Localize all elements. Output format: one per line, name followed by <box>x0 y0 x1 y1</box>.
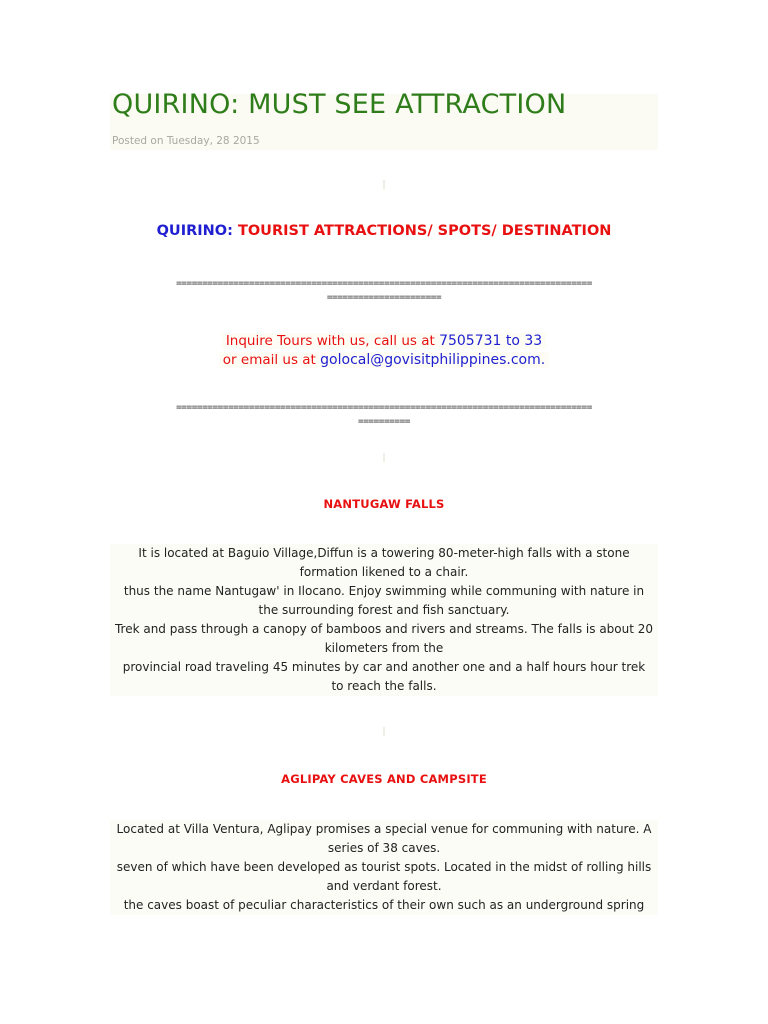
body-line: thus the name Nantugaw' in Ilocano. Enjoy swimming while communing with nature in <box>110 582 658 601</box>
contact-phone[interactable]: 7505731 to 33 <box>439 333 543 349</box>
contact-email-text: or email us at <box>222 352 321 368</box>
body-line: kilometers from the <box>110 639 658 658</box>
image-placeholder <box>383 727 385 736</box>
subheading-text: TOURIST ATTRACTIONS/ SPOTS/ DESTINATION <box>232 223 612 239</box>
body-line: formation likened to a chair. <box>110 563 658 582</box>
body-line: the surrounding forest and fish sanctuary. <box>110 601 658 620</box>
separator-rule <box>110 277 658 305</box>
post-date: Posted on Tuesday, 28 2015 <box>112 135 260 147</box>
page-title: QUIRINO: MUST SEE ATTRACTION <box>112 89 567 120</box>
contact-call-text: Inquire Tours with us, call us at <box>225 333 440 349</box>
separator-line: ====================== <box>326 292 442 303</box>
body-line: to reach the falls. <box>110 677 658 696</box>
body-line: Trek and pass through a canopy of bamboos and rivers and streams. The falls is about 20 <box>110 620 658 639</box>
contact-block <box>110 332 658 370</box>
image-placeholder <box>383 453 385 462</box>
subheading-prefix: QUIRINO: <box>156 223 233 239</box>
body-line: seven of which have been developed as tourist spots. Located in the midst of rolling hills <box>110 858 658 877</box>
separator-line: ================================================================================ <box>176 402 592 413</box>
separator-line: ========== <box>358 416 410 427</box>
section-body <box>110 820 658 915</box>
body-line: provincial road traveling 45 minutes by car and another one and a half hours hour trek <box>110 658 658 677</box>
contact-email-link[interactable]: golocal@govisitphilippines.com. <box>320 352 546 368</box>
section-body <box>110 544 658 696</box>
body-line: and verdant forest. <box>110 877 658 896</box>
body-line: Located at Villa Ventura, Aglipay promises a special venue for communing with nature. A <box>110 820 658 839</box>
separator-rule <box>110 401 658 429</box>
separator-line: ================================================================================ <box>176 278 592 289</box>
section-title: NANTUGAW FALLS <box>323 497 445 511</box>
body-line: series of 38 caves. <box>110 839 658 858</box>
section-title: AGLIPAY CAVES AND CAMPSITE <box>281 772 487 786</box>
image-placeholder <box>383 180 385 189</box>
body-line: the caves boast of peculiar characteristics of their own such as an underground spring <box>110 896 658 915</box>
subheading <box>110 223 658 239</box>
body-line: It is located at Baguio Village,Diffun is a towering 80-meter-high falls with a stone <box>110 544 658 563</box>
